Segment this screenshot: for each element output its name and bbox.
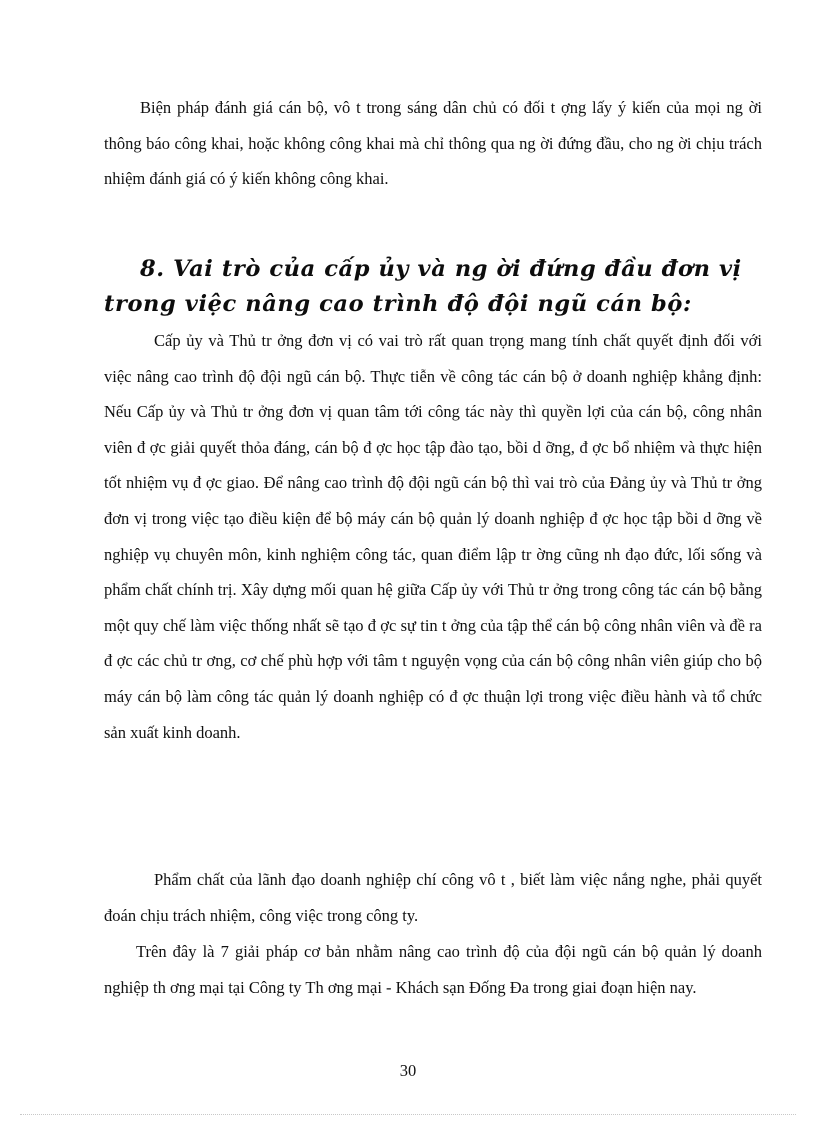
paragraph-evaluation-method: Biện pháp đánh giá cán bộ, vô t trong sáng dân chủ có đối t ợng lấy ý kiến của mọi ng ời thông báo công khai, hoặc không công khai mà chỉ thông qua ng ời đứng đầu, cho ng ời chịu trách nhiệm đánh giá có ý kiến không công khai. bbox=[104, 98, 762, 189]
page-number: 30 bbox=[399, 1061, 417, 1080]
section-heading-8: 8. Vai trò của cấp ủy và ng ời đứng đầu đơn vị trong việc nâng cao trình độ đội ngũ cán bộ: bbox=[104, 256, 742, 317]
paragraph-role-of-leadership: Cấp ủy và Thủ tr ởng đơn vị có vai trò rất quan trọng mang tính chất quyết định đối với việc nâng cao trình độ đội ngũ cán bộ. Thực tiễn về công tác cán bộ ở doanh nghiệp khẳng định: Nếu Cấp ủy và Thủ tr ởng đơn vị quan tâm tới công tác này thì quyền lợi của cán bộ, công nhân viên đ ợc giải quyết thỏa đáng, cán bộ đ ợc học tập đào tạo, bồi d ỡng, đ ợc bổ nhiệm và thực hiện tốt nhiệm vụ đ ợc giao. Để nâng cao trình độ đội ngũ cán bộ thì vai trò của Đảng ủy và Thủ tr ởng đơn vị trong việc tạo điều kiện để bộ máy cán bộ quản lý doanh nghiệp đ ợc học tập bồi d ỡng về nghiệp vụ chuyên môn, kinh nghiệm công tác, quan điểm lập tr ờng cũng nh đạo đức, lối sống và phẩm chất chính trị. Xây dựng mối quan hệ giữa Cấp ủy với Thủ tr ởng trong công tác cán bộ bằng một quy chế làm việc thống nhất sẽ tạo đ ợc sự tin t ởng của tập thể cán bộ công nhân viên và đề ra đ ợc các chủ tr ơng, cơ chế phù hợp với tâm t nguyện vọng của cán bộ công nhân viên giúp cho bộ máy cán bộ làm công tác quản lý doanh nghiệp có đ ợc thuận lợi trong việc điều hành và tổ chức sản xuất kinh doanh. bbox=[104, 331, 762, 742]
footer-divider bbox=[20, 1114, 796, 1115]
paragraph-leader-qualities: Phẩm chất của lãnh đạo doanh nghiệp chí công vô t , biết làm việc nắng nghe, phải quyết đoán chịu trách nhiệm, công việc trong công ty. bbox=[104, 870, 762, 925]
paragraph-conclusion: Trên đây là 7 giải pháp cơ bản nhằm nâng cao trình độ của đội ngũ cán bộ quản lý doanh nghiệp th ơng mại tại Công ty Th ơng mại - Khách sạn Đống Đa trong giai đoạn hiện nay. bbox=[104, 942, 762, 997]
